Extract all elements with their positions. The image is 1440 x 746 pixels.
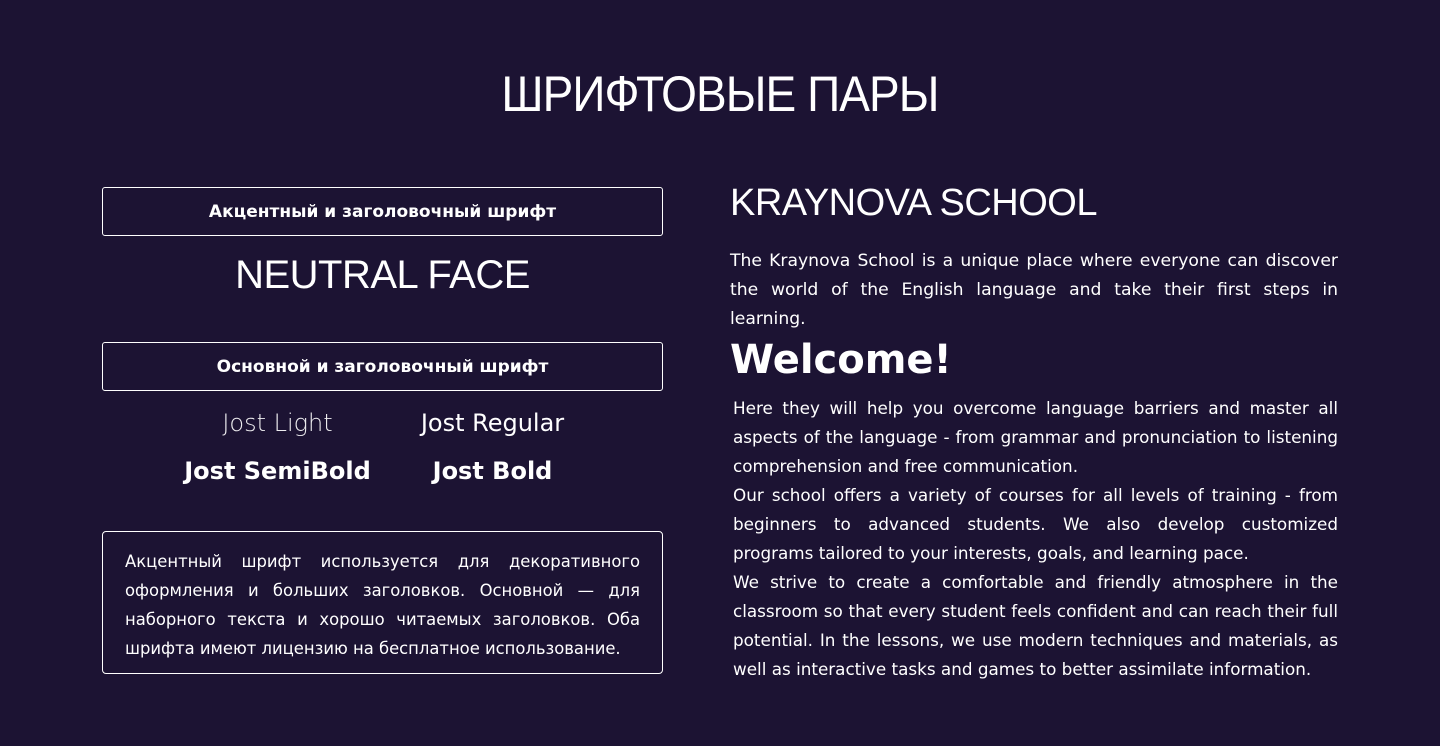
body-paragraph-1: Here they will help you overcome language barriers and master all aspects of the language - from grammar and pronunciation to listening comprehension and free communication. [733, 398, 1338, 476]
brand-intro-text: The Kraynova School is a unique place where everyone can discover the world of the English language and take their first steps in learning. [730, 251, 1338, 329]
font-description-box [102, 531, 663, 674]
main-font-label-box [102, 342, 663, 391]
welcome-heading: Welcome! [730, 337, 952, 383]
weight-light-sample: Jost Light [222, 409, 333, 437]
font-weights-grid [170, 405, 600, 489]
accent-font-sample: NEUTRAL FACE [235, 253, 530, 297]
body-text [733, 394, 1338, 684]
brand-title: KRAYNOVA SCHOOL [730, 182, 1097, 224]
body-paragraph-3: We strive to create a comfortable and friendly atmosphere in the classroom so that every student feels confident and can reach their full potential. In the lessons, we use modern techniques and materials, as well as interactive tasks and games to better assimilate information. [733, 572, 1338, 679]
accent-font-label: Акцентный и заголовочный шрифт [208, 201, 557, 222]
accent-font-label-box [102, 187, 663, 236]
main-font-label: Основной и заголовочный шрифт [216, 356, 549, 377]
page-title: ШРИФТОВЫЕ ПАРЫ [501, 66, 939, 122]
weight-bold-sample: Jost Bold [432, 457, 553, 485]
weight-semibold-sample: Jost SemiBold [184, 457, 371, 485]
body-paragraph-2: Our school offers a variety of courses for all levels of training - from beginners to advanced students. We also develop customized programs tailored to your interests, goals, and learning pace. [733, 485, 1338, 563]
font-description-text: Акцентный шрифт используется для декоративного оформления и больших заголовков. Основной — для наборного текста и хорошо читаемых заголовков. Оба шрифта имеют лицензию на бесплатное использование. [125, 552, 640, 658]
weight-regular-sample: Jost Regular [420, 409, 565, 437]
